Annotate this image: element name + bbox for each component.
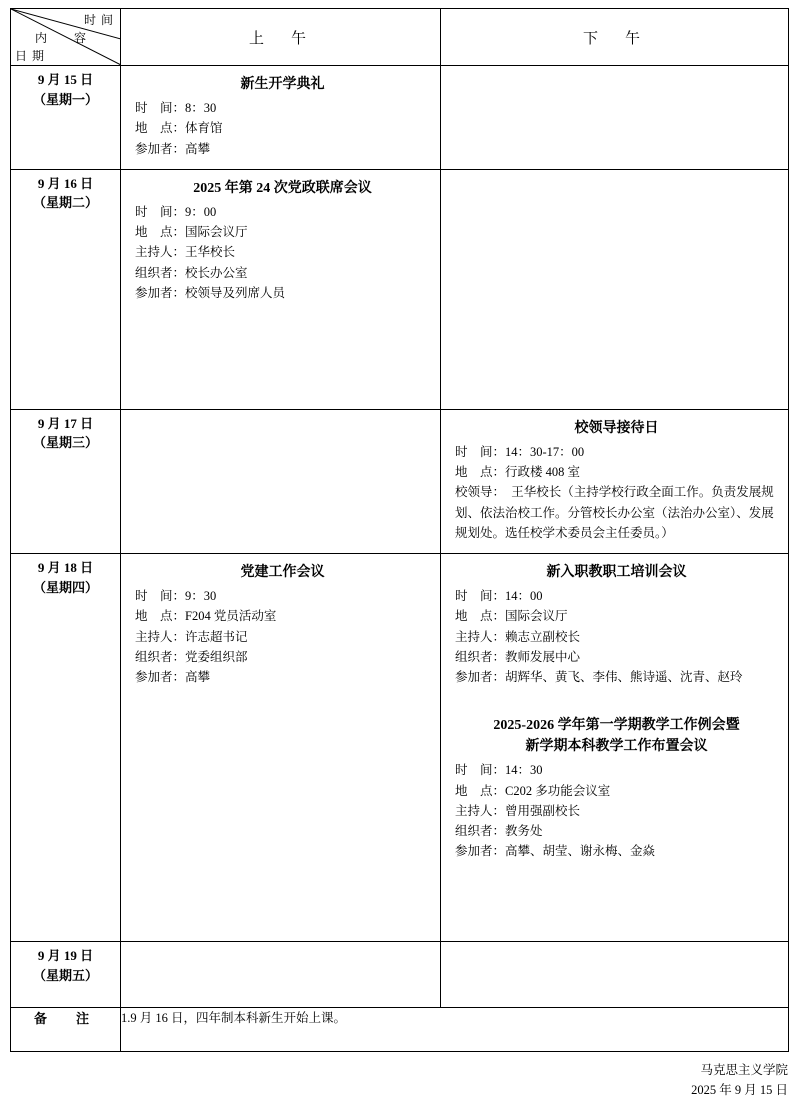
date-text: 9 月 16 日 xyxy=(37,175,94,191)
event-field-value: F204 党员活动室 xyxy=(185,609,277,624)
event-field-value: C202 多功能会议室 xyxy=(505,783,611,798)
event-field-value: 王华校长 xyxy=(185,245,236,260)
morning-cell xyxy=(121,66,441,170)
date-cell xyxy=(11,942,121,1008)
event-block xyxy=(135,178,430,303)
event-field-key: 组织者： xyxy=(135,265,186,280)
event-field xyxy=(135,98,430,118)
table-header-row xyxy=(11,9,789,66)
date-cell xyxy=(11,169,121,409)
weekday-text: （星期二） xyxy=(32,195,98,211)
event-field-key: 主持人： xyxy=(135,245,186,260)
date-cell xyxy=(11,66,121,170)
event-field xyxy=(455,627,778,647)
event-field-value: 14：30 xyxy=(505,763,543,778)
event-field-value: 9：30 xyxy=(185,589,217,603)
note-label-cell xyxy=(11,1008,121,1052)
date-text: 9 月 15 日 xyxy=(37,72,94,87)
event-field-value: 赖志立副校长 xyxy=(505,629,581,644)
event-field xyxy=(135,242,430,262)
table-row xyxy=(11,66,789,170)
event-field-key: 时 间： xyxy=(455,763,506,778)
afternoon-cell xyxy=(441,66,789,170)
event-field xyxy=(455,781,778,801)
event-field-value: 许志超书记 xyxy=(185,629,248,644)
event-field-value: 14：00 xyxy=(505,589,543,603)
event-field-value: 国际会议厅 xyxy=(505,609,568,624)
header-afternoon-label: 下 午 xyxy=(582,30,646,47)
event-field xyxy=(135,667,430,687)
weekday-text: （星期三） xyxy=(32,435,98,451)
event-title: 新入职教职工培训会议 xyxy=(546,565,687,580)
note-row xyxy=(11,1008,789,1052)
event-field xyxy=(135,283,430,303)
event-field-key: 地 点： xyxy=(455,783,506,798)
event-field-value: 高攀 xyxy=(185,141,211,156)
event-field-key: 时 间： xyxy=(455,589,506,603)
event-field-value: 曾用强副校长 xyxy=(505,803,581,818)
event-field-key: 地 点： xyxy=(135,609,186,624)
date-cell xyxy=(11,409,121,553)
event-title: 校领导接待日 xyxy=(574,420,659,436)
date-text: 9 月 18 日 xyxy=(37,560,94,575)
event-title: 党建工作会议 xyxy=(240,565,325,580)
event-field-value: 胡辉华、黄飞、李伟、熊诗遥、沈青、赵玲 xyxy=(505,670,743,684)
event-field xyxy=(135,202,430,222)
event-field-value: 教师发展中心 xyxy=(505,649,581,664)
event-title: 新生开学典礼 xyxy=(240,77,325,92)
event-field xyxy=(455,667,778,687)
header-time-label: 时 间 xyxy=(83,13,114,27)
event-field-key: 时 间： xyxy=(135,101,186,115)
schedule-table xyxy=(10,8,789,1052)
event-block xyxy=(455,562,778,687)
event-field xyxy=(455,760,778,780)
event-field-key: 组织者： xyxy=(455,824,506,838)
note-text-cell: 1.9 月 16 日，四年制本科新生开始上课。 xyxy=(121,1008,789,1052)
event-field-key: 时 间： xyxy=(135,204,186,219)
morning-cell xyxy=(121,409,441,553)
date-text: 9 月 19 日 xyxy=(37,948,94,963)
date-cell xyxy=(11,554,121,942)
weekday-text: （星期四） xyxy=(32,579,98,595)
event-block xyxy=(455,715,778,861)
morning-cell xyxy=(121,942,441,1008)
event-field xyxy=(135,647,430,667)
event-field xyxy=(135,586,430,606)
table-row xyxy=(11,942,789,1008)
event-title-line1: 2025-2026 学年第一学期教学工作例会暨 xyxy=(493,718,740,734)
event-field xyxy=(455,606,778,626)
table-row xyxy=(11,409,789,553)
date-text: 9 月 17 日 xyxy=(37,415,94,431)
header-content-label: 内 容 xyxy=(35,31,88,45)
event-field-key: 参加者： xyxy=(135,285,186,300)
header-morning-label: 上 午 xyxy=(248,30,312,47)
event-field-key: 地 点： xyxy=(455,609,506,624)
event-field-key: 参加者： xyxy=(135,670,186,684)
event-field xyxy=(135,222,430,242)
event-field xyxy=(135,118,430,138)
event-field xyxy=(455,462,778,482)
event-title xyxy=(455,715,778,757)
morning-cell xyxy=(121,169,441,409)
event-field xyxy=(135,139,430,159)
event-field-value: 体育馆 xyxy=(185,121,223,136)
footer-org: 马克思主义学院 xyxy=(700,1063,788,1077)
afternoon-cell xyxy=(441,409,789,553)
event-field-key: 地 点： xyxy=(135,225,186,239)
event-field-key: 参加者： xyxy=(135,141,186,156)
event-field-key: 时 间： xyxy=(135,589,186,603)
header-date-label: 日 期 xyxy=(15,49,46,63)
event-field-value: 教务处 xyxy=(505,824,543,838)
event-title: 2025 年第 24 次党政联席会议 xyxy=(193,180,372,196)
note-label: 备 注 xyxy=(33,1011,97,1026)
event-field xyxy=(455,586,778,606)
header-afternoon-cell xyxy=(441,9,789,66)
weekday-text: （星期五） xyxy=(32,967,98,983)
event-paragraph: 校领导： 王华校长（主持学校行政全面工作。负责发展规划、依法治校工作。分管校长办公室（法治办公室）、发展规划处。选任校学术委员会主任委员。） xyxy=(455,485,774,540)
event-block xyxy=(135,562,430,687)
header-morning-cell xyxy=(121,9,441,66)
event-field-value: 党委组织部 xyxy=(185,649,248,664)
event-field xyxy=(455,841,778,861)
event-field xyxy=(455,647,778,667)
event-field-key: 参加者： xyxy=(455,670,506,684)
event-field-value: 国际会议厅 xyxy=(185,225,248,239)
event-field-value: 高攀、胡莹、谢永梅、金焱 xyxy=(505,844,656,859)
event-field-key: 主持人： xyxy=(455,803,506,818)
header-corner-cell xyxy=(11,9,121,66)
event-field-value: 行政楼 408 室 xyxy=(505,465,581,479)
event-block xyxy=(135,74,430,159)
event-field-value: 9：00 xyxy=(185,204,217,219)
table-row xyxy=(11,554,789,942)
weekday-text: （星期一） xyxy=(32,91,98,107)
event-field xyxy=(135,263,430,283)
event-field-key: 时 间： xyxy=(455,444,506,459)
event-field-value: 8：30 xyxy=(185,101,217,115)
afternoon-cell xyxy=(441,169,789,409)
event-block xyxy=(455,418,778,543)
morning-cell xyxy=(121,554,441,942)
footer-date: 2025 年 9 月 15 日 xyxy=(691,1083,788,1097)
event-field-key: 主持人： xyxy=(135,629,186,644)
event-field-key: 组织者： xyxy=(455,649,506,664)
event-field-key: 地 点： xyxy=(135,121,186,136)
event-field-value: 校长办公室 xyxy=(185,265,248,280)
event-field-key: 地 点： xyxy=(455,465,506,479)
event-field-value: 校领导及列席人员 xyxy=(185,285,286,300)
event-field-value: 高攀 xyxy=(185,670,211,684)
table-row xyxy=(11,169,789,409)
event-field xyxy=(135,606,430,626)
event-title-line2: 新学期本科教学工作布置会议 xyxy=(525,739,708,755)
footer xyxy=(10,1060,790,1100)
afternoon-cell xyxy=(441,554,789,942)
event-field-key: 组织者： xyxy=(135,649,186,664)
event-field-key: 参加者： xyxy=(455,844,506,859)
event-field-key: 主持人： xyxy=(455,629,506,644)
event-field xyxy=(455,442,778,462)
event-field-value: 14：30-17：00 xyxy=(505,444,585,459)
event-field xyxy=(135,627,430,647)
event-field xyxy=(455,801,778,821)
event-field xyxy=(455,821,778,841)
afternoon-cell xyxy=(441,942,789,1008)
